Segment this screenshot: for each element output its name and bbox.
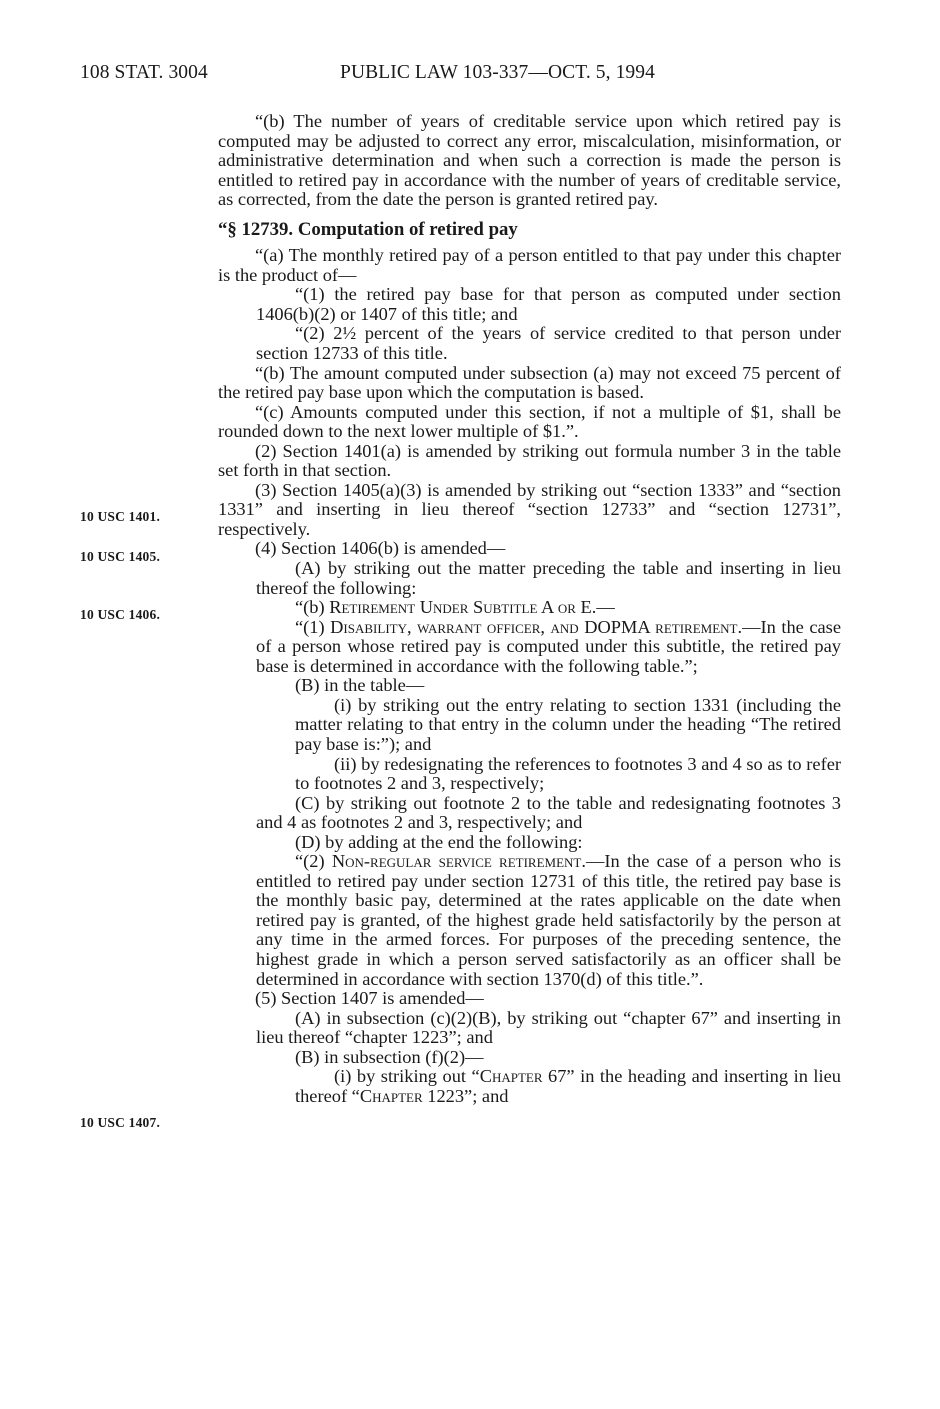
paragraph-a2: “(2) 2½ percent of the years of service credited to that person under section 12733 of this title. bbox=[256, 323, 841, 364]
paragraph-1-disability: “(1) Disability, warrant officer, and DOPMA retirement.—In the case of a person whose retired pay is computed under this subtitle, the retired pay base is determined in accordance with the following table.”; bbox=[256, 616, 841, 676]
paragraph-2-non-regular: “(2) Non-regular service retirement.—In the case of a person who is entitled to retired pay under section 12731 of this title, the retired pay base is the monthly basic pay, determined at the rates applicable on the date when retired pay is granted, of the highest grade held satisfactorily by the person at any time in the armed forces. For purposes of the preceding sentence, the highest grade in which a person served satisfactorily as an officer shall be determined in accordance with section 1370(d) of this title.”. bbox=[256, 851, 841, 989]
paragraph-5b: (B) in subsection (f)(2)— bbox=[295, 1046, 484, 1067]
paragraph-5b-i: (i) by striking out “Chapter 67” in the heading and inserting in lieu thereof “Chapter 1223”; and bbox=[295, 1066, 841, 1106]
paragraph-4b-ii: (ii) by redesignating the references to footnotes 3 and 4 so as to refer to footnotes 2 and 3, respectively; bbox=[295, 753, 841, 794]
paragraph-4-section-1406: (4) Section 1406(b) is amended— bbox=[255, 538, 506, 559]
paragraph-3-section-1405: (3) Section 1405(a)(3) is amended by striking out “section 1333” and “section 1331” and inserting in lieu thereof “section 12733” and “section 12731”, respectively. bbox=[218, 479, 841, 539]
paragraph-a-monthly-pay: “(a) The monthly retired pay of a person entitled to that pay under this chapter is the product of— bbox=[218, 245, 841, 285]
margin-note-1406: 10 USC 1406. bbox=[80, 607, 161, 622]
paragraph-4c: (C) by striking out footnote 2 to the table and redesignating footnotes 3 and 4 as footnotes 2 and 3, respectively; and bbox=[256, 792, 841, 833]
margin-note-1407: 10 USC 1407. bbox=[80, 1115, 161, 1130]
paragraph-c-rounding: “(c) Amounts computed under this section, if not a multiple of $1, shall be rounded down to the next lower multiple of $1.”. bbox=[218, 401, 841, 442]
paragraph-5a: (A) in subsection (c)(2)(B), by striking out “chapter 67” and inserting in lieu thereof “chapter 1223”; and bbox=[256, 1007, 841, 1048]
margin-note-1405: 10 USC 1405. bbox=[80, 549, 161, 564]
statute-page-number: 108 STAT. 3004 bbox=[80, 62, 208, 83]
paragraph-4b: (B) in the table— bbox=[295, 675, 425, 696]
public-law-title: PUBLIC LAW 103-337—OCT. 5, 1994 bbox=[340, 62, 655, 83]
paragraph-b-creditable-service: “(b) The number of years of creditable service upon which retired pay is computed may be adjusted to correct any error, miscalculation, misinformation, or administrative determination and when such a correction is made the person is entitled to retired pay in accordance with the number of years of creditable service, as corrected, from the date the person is granted retired pay. bbox=[218, 111, 841, 210]
paragraph-2-section-1401: (2) Section 1401(a) is amended by striking out formula number 3 in the table set forth in that section. bbox=[218, 440, 841, 481]
paragraph-4b-i: (i) by striking out the entry relating to section 1331 (including the matter relating to that entry in the column under the heading “The retired pay base is:”); and bbox=[295, 694, 841, 754]
paragraph-5-section-1407: (5) Section 1407 is amended— bbox=[255, 988, 484, 1009]
paragraph-4d: (D) by adding at the end the following: bbox=[295, 831, 583, 852]
paragraph-b-retirement-heading: “(b) Retirement Under Subtitle A or E.— bbox=[295, 597, 615, 618]
paragraph-4a: (A) by striking out the matter preceding the table and inserting in lieu thereof the following: bbox=[256, 558, 841, 598]
section-heading-12739: “§ 12739. Computation of retired pay bbox=[218, 218, 518, 240]
document-body bbox=[218, 112, 841, 1106]
paragraph-a1: “(1) the retired pay base for that person as computed under section 1406(b)(2) or 1407 of this title; and bbox=[256, 284, 841, 324]
margin-note-1401: 10 USC 1401. bbox=[80, 509, 161, 524]
page-header bbox=[80, 62, 900, 92]
paragraph-b-amount: “(b) The amount computed under subsection (a) may not exceed 75 percent of the retired pay base upon which the computation is based. bbox=[218, 362, 841, 403]
